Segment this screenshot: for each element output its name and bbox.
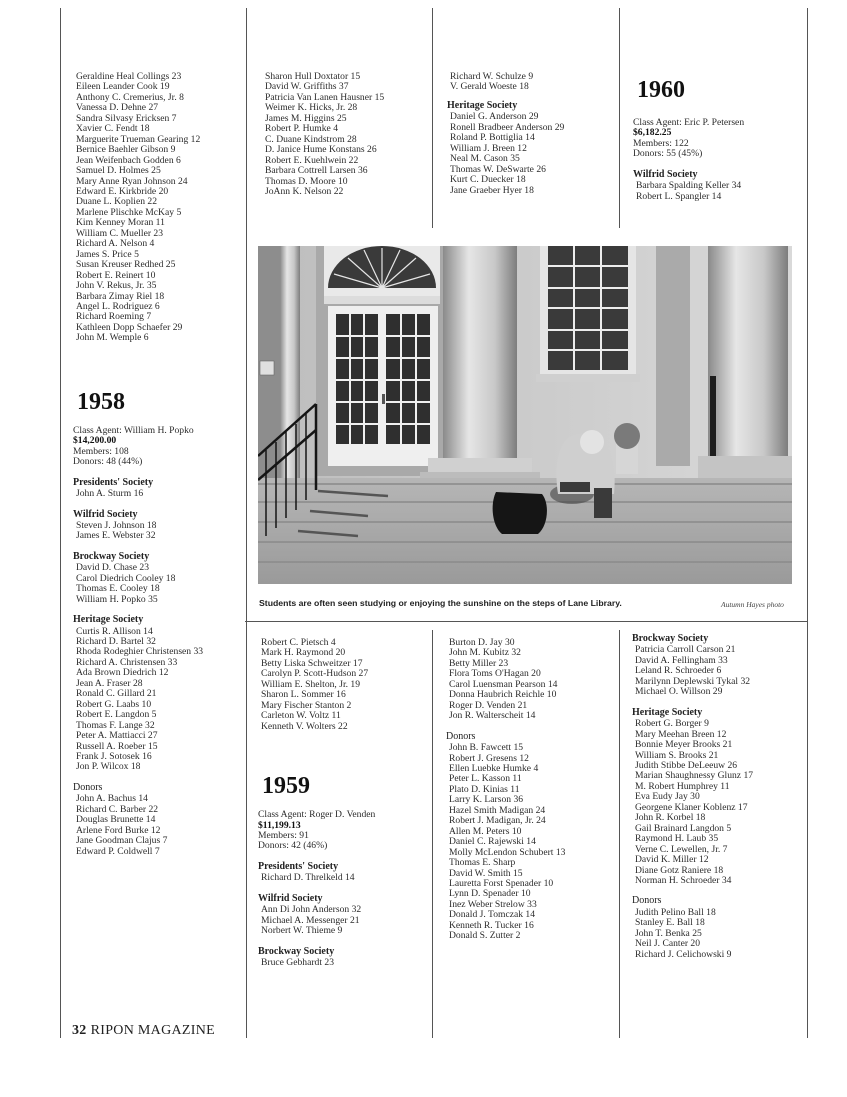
list-item: Eva Eudy Jay 30 [635, 791, 700, 803]
column-rule-3-top [432, 8, 433, 228]
list-item: Robert G. Laabs 10 [76, 698, 152, 710]
list-item: John M. Wemple 6 [76, 332, 149, 344]
list-item: Jon P. Wilcox 18 [76, 761, 141, 773]
list-item: Carleton W. Voltz 11 [261, 710, 341, 722]
list-item: Thomas E. Cooley 18 [76, 583, 160, 595]
list-item: Richard W. Schulze 9 [450, 71, 534, 82]
class-members: Members: 122 [633, 137, 689, 149]
list-item: John B. Fawcett 15 [449, 742, 524, 754]
list-item: Betty Liska Schweitzer 17 [261, 657, 363, 669]
list-item: Barbara Spalding Keller 34 [636, 180, 742, 192]
list-item: Lauretta Forst Spenader 10 [449, 877, 554, 889]
class-members: Members: 91 [258, 829, 309, 841]
list-item: Hazel Smith Madigan 24 [449, 804, 546, 816]
list-item: Richard A. Christensen 33 [76, 656, 178, 668]
list-item: Rhoda Rodeghier Christensen 33 [76, 646, 204, 658]
list-item: David W. Smith 15 [449, 867, 523, 879]
column-rule-2 [246, 8, 247, 1038]
list-item: David K. Miller 12 [635, 854, 709, 866]
list-item: Leland R. Schroeder 6 [635, 665, 722, 677]
list-item: Frank J. Sotosek 16 [76, 751, 152, 763]
list-item: Ada Brown Diedrich 12 [76, 667, 169, 679]
list-item: Eileen Leander Cook 19 [76, 81, 170, 93]
heritage-society-heading: Heritage Society [632, 706, 703, 718]
list-item: Peter A. Mattiacci 27 [76, 730, 158, 742]
list-item: Thomas W. DeSwarte 26 [450, 163, 546, 175]
list-item: Donald J. Tomczak 14 [449, 909, 536, 921]
brockway-society-list [73, 563, 243, 605]
list-item: William C. Mueller 23 [76, 227, 164, 239]
list-item: Lynn D. Spenader 10 [449, 888, 531, 900]
list-item: Burton D. Jay 30 [449, 637, 515, 648]
class-agent: Class Agent: William H. Popko [73, 424, 194, 436]
list-item: Robert L. Spangler 14 [636, 190, 722, 202]
donors-heading: Donors [632, 895, 662, 907]
list-item: William E. Shelton, Jr. 19 [261, 678, 361, 690]
list-item: Norbert W. Thieme 9 [261, 925, 343, 937]
list-item: Ann Di John Anderson 32 [261, 904, 362, 916]
list-item: C. Duane Kindstrom 28 [265, 133, 357, 145]
list-item: John A. Sturm 16 [76, 488, 144, 500]
list-item: Richard J. Celichowski 9 [635, 948, 732, 960]
column-4-top [633, 76, 803, 202]
magazine-name: RIPON MAGAZINE [90, 1023, 215, 1038]
list-item: Neil J. Canter 20 [635, 938, 701, 950]
list-item: Weimer K. Hicks, Jr. 28 [265, 102, 358, 114]
column-2-bottom [258, 638, 430, 969]
list-item: John R. Korbel 18 [635, 812, 706, 824]
list-item: Jean Weifenbach Godden 6 [76, 154, 181, 166]
list-item: Robert G. Borger 9 [635, 718, 709, 730]
list-item: Daniel G. Anderson 29 [450, 111, 539, 123]
list-item: Jon R. Walterscheit 14 [449, 710, 536, 722]
list-item: Curtis R. Allison 14 [76, 625, 153, 637]
brockway-society-list [258, 958, 430, 968]
class-donors: Donors: 48 (44%) [73, 456, 143, 468]
class-total-amount: $14,200.00 [73, 435, 117, 447]
list-item: Thomas E. Sharp [449, 857, 516, 869]
list-item: Mary Meehan Breen 12 [635, 728, 727, 740]
list-item: Mary Anne Ryan Johnson 24 [76, 175, 188, 187]
list-item: Angel L. Rodriguez 6 [76, 300, 160, 312]
wilfrid-society-heading: Wilfrid Society [73, 508, 138, 520]
list-item: Robert J. Madigan, Jr. 24 [449, 815, 546, 827]
list-item: Vanessa D. Dehne 27 [76, 102, 159, 114]
list-item: Robert J. Gresens 12 [449, 752, 529, 764]
list-item: William J. Breen 12 [450, 142, 527, 154]
list-item: Allen M. Peters 10 [449, 825, 522, 837]
wilfrid-society-list [633, 181, 803, 202]
list-item: M. Robert Humphrey 11 [635, 780, 730, 792]
list-item: Donald S. Zutter 2 [449, 930, 521, 942]
heritage-society-list [447, 112, 617, 196]
list-item: James M. Higgins 25 [265, 112, 347, 124]
list-item: Jane Goodman Clajus 7 [76, 835, 168, 847]
column-3-top [447, 72, 617, 196]
list-item: Kathleen Dopp Schaefer 29 [76, 321, 183, 333]
list-item: Jane Graeber Hyer 18 [450, 184, 534, 196]
wilfrid-society-heading: Wilfrid Society [633, 168, 698, 180]
list-item: David W. Griffiths 37 [265, 81, 349, 93]
brockway-society-heading: Brockway Society [73, 550, 150, 562]
list-item: Gail Brainard Langdon 5 [635, 822, 732, 834]
wilfrid-society-heading: Wilfrid Society [258, 892, 323, 904]
list-item: Douglas Brunette 14 [76, 814, 156, 826]
class-members: Members: 108 [73, 445, 129, 457]
list-item: John V. Rekus, Jr. 35 [76, 280, 157, 292]
class-year-1959: 1959 [262, 773, 310, 800]
list-item: V. Gerald Woeste 18 [450, 81, 529, 93]
list-item: Robert E. Reinert 10 [76, 269, 156, 281]
class-agent: Class Agent: Eric P. Petersen [633, 117, 745, 128]
list-item: Patricia Carroll Carson 21 [635, 644, 736, 656]
presidents-society-list [258, 873, 430, 883]
column-rule-4-top [619, 8, 620, 228]
class-1957-list-continued-2 [262, 72, 432, 197]
list-item: Norman H. Schroeder 34 [635, 874, 732, 886]
presidents-society-heading: Presidents' Society [258, 860, 339, 872]
list-item: Ellen Luebke Humke 4 [449, 762, 539, 774]
list-item: Richard A. Nelson 4 [76, 238, 155, 250]
list-item: Inez Weber Strelow 33 [449, 898, 537, 910]
list-item: Samuel D. Holmes 25 [76, 165, 161, 177]
column-rule-4-bottom [619, 630, 620, 1038]
list-item: Mark H. Raymond 20 [261, 647, 346, 659]
list-item: Diane Gotz Raniere 18 [635, 864, 724, 876]
class-total-amount: $11,199.13 [258, 819, 301, 831]
lane-library-steps-photo [258, 246, 792, 584]
list-item: Russell A. Roeber 15 [76, 740, 158, 752]
list-item: Richard D. Threlkeld 14 [261, 872, 355, 884]
list-item: David D. Chase 23 [76, 562, 150, 574]
list-item: Carolyn P. Scott-Hudson 27 [261, 668, 369, 680]
list-item: Carol Luensman Pearson 14 [449, 678, 558, 690]
list-item: Richard D. Bartel 32 [76, 636, 156, 648]
brockway-society-heading: Brockway Society [258, 945, 335, 957]
heritage-society-heading: Heritage Society [73, 614, 144, 626]
list-item: Marian Shaughnessy Glunz 17 [635, 770, 754, 782]
list-item: Thomas D. Moore 10 [265, 175, 348, 187]
list-item: Marilynn Deplewski Tykal 32 [635, 675, 751, 687]
list-item: Thomas F. Lange 32 [76, 719, 155, 731]
page-footer [72, 1023, 215, 1039]
photo-caption: Students are often seen studying or enjoying the sunshine on the steps of Lane Library. [259, 598, 622, 608]
list-item: Plato D. Kinias 11 [449, 783, 520, 795]
list-item: Geraldine Heal Collings 23 [76, 71, 182, 82]
column-3-bottom [446, 638, 618, 942]
heritage-society-heading: Heritage Society [447, 99, 518, 111]
list-item: Richard C. Barber 22 [76, 803, 159, 815]
class-year-1960: 1960 [637, 77, 685, 103]
list-item: Kenneth V. Wolters 22 [261, 720, 348, 732]
list-item: Jean A. Fraser 28 [76, 677, 143, 689]
class-year-1958: 1958 [77, 388, 125, 415]
list-item: Robert C. Pietsch 4 [261, 637, 336, 648]
list-item: Sharon L. Sommer 16 [261, 689, 346, 701]
column-rule-right [807, 8, 808, 1038]
column-1 [73, 72, 243, 857]
page-number: 32 [72, 1023, 87, 1038]
donors-list [446, 743, 618, 942]
list-item: Sandra Silvasy Ericksen 7 [76, 112, 177, 124]
class-donors: Donors: 42 (46%) [258, 840, 328, 852]
list-item: Marguerite Trueman Gearing 12 [76, 133, 201, 145]
list-item: James E. Webster 32 [76, 530, 156, 542]
list-item: Robert P. Humke 4 [265, 123, 339, 135]
list-item: James S. Price 5 [76, 248, 139, 260]
list-item: Roland P. Bottiglia 14 [450, 132, 535, 144]
list-item: Donna Haubrich Reichle 10 [449, 689, 557, 701]
list-item: Barbara Cottrell Larsen 36 [265, 165, 368, 177]
list-item: Peter L. Kasson 11 [449, 773, 522, 785]
list-item: Georgene Klaner Koblenz 17 [635, 801, 748, 813]
list-item: Michael A. Messenger 21 [261, 914, 360, 926]
list-item: Carol Diedrich Cooley 18 [76, 572, 176, 584]
list-item: Bonnie Meyer Brooks 21 [635, 739, 733, 751]
list-item: Edward E. Kirkbride 20 [76, 185, 169, 197]
list-item: Raymond H. Laub 35 [635, 833, 719, 845]
column-rule-3-bottom [432, 630, 433, 1038]
list-item: Kenneth R. Tucker 16 [449, 919, 534, 931]
list-item: Susan Kreuser Redhed 25 [76, 259, 176, 271]
list-item: Michael O. Willson 29 [635, 686, 723, 698]
class-total-amount: $6,182.25 [633, 127, 672, 139]
list-item: Roger D. Venden 21 [449, 699, 528, 711]
class-1958-list-continued-2 [446, 638, 618, 722]
list-item: Verne C. Lewellen, Jr. 7 [635, 843, 728, 855]
class-1958-list-continued [258, 638, 430, 732]
donors-heading: Donors [446, 730, 476, 742]
list-item: JoAnn K. Nelson 22 [265, 185, 344, 197]
list-item: Ronald C. Gillard 21 [76, 688, 157, 700]
list-item: Larry K. Larson 36 [449, 794, 524, 806]
list-item: William S. Brooks 21 [635, 749, 719, 761]
list-item: Neal M. Cason 35 [450, 153, 520, 165]
heritage-society-list [73, 627, 243, 773]
list-item: Daniel C. Rajewski 14 [449, 836, 536, 848]
list-item: Richard Roeming 7 [76, 311, 152, 323]
list-item: Patricia Van Lanen Hausner 15 [265, 91, 385, 103]
list-item: Kurt C. Duecker 18 [450, 174, 526, 186]
list-item: David A. Fellingham 33 [635, 654, 728, 666]
donors-heading: Donors [73, 781, 103, 793]
list-item: Arlene Ford Burke 12 [76, 824, 161, 836]
class-agent: Class Agent: Roger D. Venden [258, 809, 376, 821]
list-item: Duane L. Koplien 22 [76, 196, 157, 208]
list-item: Judith Pelino Ball 18 [635, 906, 716, 918]
wilfrid-society-list [258, 905, 430, 936]
column-rule-1 [60, 8, 61, 1038]
class-1957-list-continued [73, 72, 243, 344]
list-item: Judith Stibbe DeLeeuw 26 [635, 759, 738, 771]
column-4-bottom [632, 634, 804, 960]
list-item: Betty Miller 23 [449, 657, 509, 669]
presidents-society-list [73, 489, 243, 499]
list-item: Xavier C. Fendt 18 [76, 123, 150, 135]
list-item: William H. Popko 35 [76, 593, 158, 605]
list-item: Marlene Plischke McKay 5 [76, 206, 182, 218]
list-item: Kim Kenney Moran 11 [76, 217, 165, 229]
list-item: Barbara Zimay Riel 18 [76, 290, 165, 302]
list-item: John T. Benka 25 [635, 927, 702, 939]
list-item: Steven J. Johnson 18 [76, 519, 157, 531]
list-item: John M. Kubitz 32 [449, 647, 521, 659]
donors-list [73, 794, 243, 857]
list-item: Robert E. Kuehlwein 22 [265, 154, 359, 166]
class-donors: Donors: 55 (45%) [633, 148, 703, 160]
brockway-society-list [632, 645, 804, 697]
brockway-society-heading: Brockway Society [632, 633, 709, 644]
list-item: Flora Toms O'Hagan 20 [449, 668, 541, 680]
heritage-society-list [632, 719, 804, 886]
list-item: Bernice Baehler Gibson 9 [76, 144, 176, 156]
list-item: Bruce Gebhardt 23 [261, 957, 334, 969]
list-item: D. Janice Hume Konstans 26 [265, 144, 377, 156]
list-item: Mary Fischer Stanton 2 [261, 699, 352, 711]
list-item: Stanley E. Ball 18 [635, 917, 705, 929]
caption-rule [245, 621, 808, 622]
donors-list [632, 908, 804, 960]
wilfrid-society-list [73, 521, 243, 542]
list-item: John A. Bachus 14 [76, 793, 148, 805]
list-item: Ronell Bradbeer Anderson 29 [450, 121, 565, 133]
list-item: Anthony C. Cremerius, Jr. 8 [76, 91, 184, 103]
presidents-society-heading: Presidents' Society [73, 476, 154, 488]
list-item: Sharon Hull Doxtator 15 [265, 71, 361, 82]
list-item: Edward P. Coldwell 7 [76, 845, 160, 857]
photo-credit: Autumn Hayes photo [721, 600, 784, 609]
column-2-top [262, 72, 432, 197]
list-item: Molly McLendon Schubert 13 [449, 846, 566, 858]
list-item: Robert E. Langdon 5 [76, 709, 157, 721]
class-1957-list-continued-3 [447, 72, 617, 93]
